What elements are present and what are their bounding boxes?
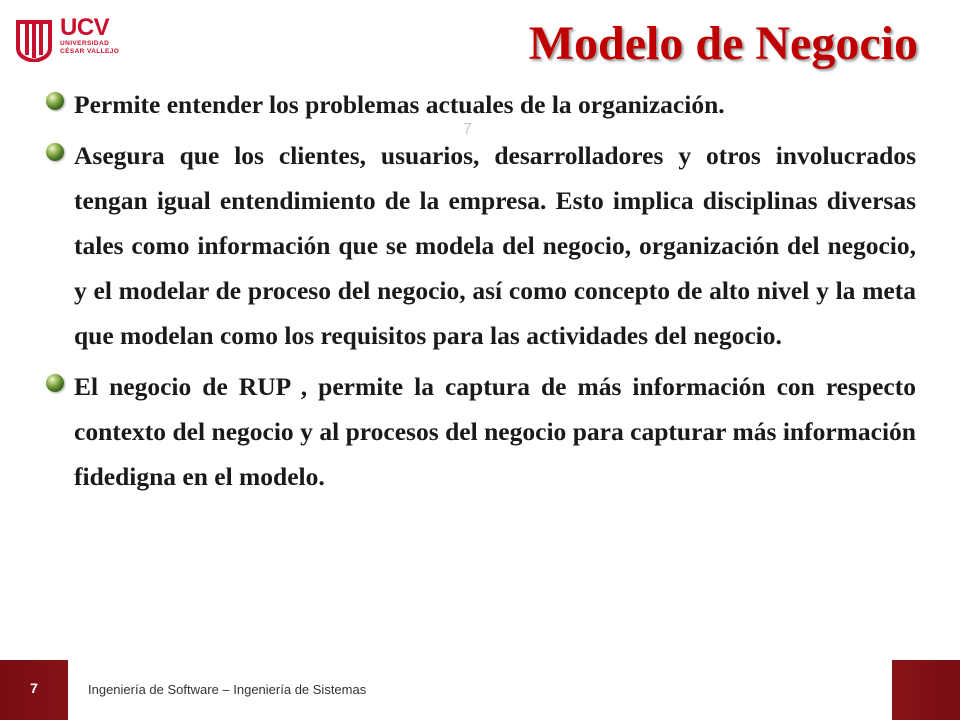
ucv-shield-icon bbox=[14, 18, 54, 62]
bullet-item bbox=[46, 364, 916, 499]
logo-name: UCV bbox=[60, 14, 110, 41]
bullet-sphere-icon bbox=[46, 92, 64, 110]
bullet-item bbox=[46, 82, 916, 127]
ucv-logo bbox=[14, 16, 124, 64]
footer-page-number: 7 bbox=[30, 680, 38, 696]
logo-line-1: UNIVERSIDAD bbox=[60, 40, 110, 47]
slide-title: Modelo de Negocio bbox=[528, 17, 918, 70]
watermark-page-number: 7 bbox=[463, 121, 472, 138]
footer-panel bbox=[68, 660, 892, 720]
bullet-item bbox=[46, 133, 916, 358]
bullet-text: Asegura que los clientes, usuarios, desarrolladores y otros involucrados tengan igual entendimiento de la empresa. Esto implica disciplinas diversas tales como información que se modela del negocio, organización del negocio, y el modelar de proceso del negocio, así como concepto de alto nivel y la meta que modelan como los requisitos para las actividades del negocio. bbox=[74, 141, 916, 350]
footer bbox=[0, 660, 960, 720]
logo-line-2: CÉSAR VALLEJO bbox=[60, 48, 120, 55]
logo-wordmark bbox=[60, 16, 119, 56]
bullet-list bbox=[46, 82, 916, 505]
bullet-sphere-icon bbox=[46, 374, 64, 392]
bullet-text: Permite entender los problemas actuales de la organización. bbox=[74, 90, 725, 119]
bullet-text: El negocio de RUP , permite la captura de más información con respecto contexto del negocio y al procesos del negocio para capturar más información fidedigna en el modelo. bbox=[74, 372, 916, 491]
footer-text: Ingeniería de Software – Ingeniería de Sistemas bbox=[88, 682, 367, 697]
bullet-sphere-icon bbox=[46, 143, 64, 161]
